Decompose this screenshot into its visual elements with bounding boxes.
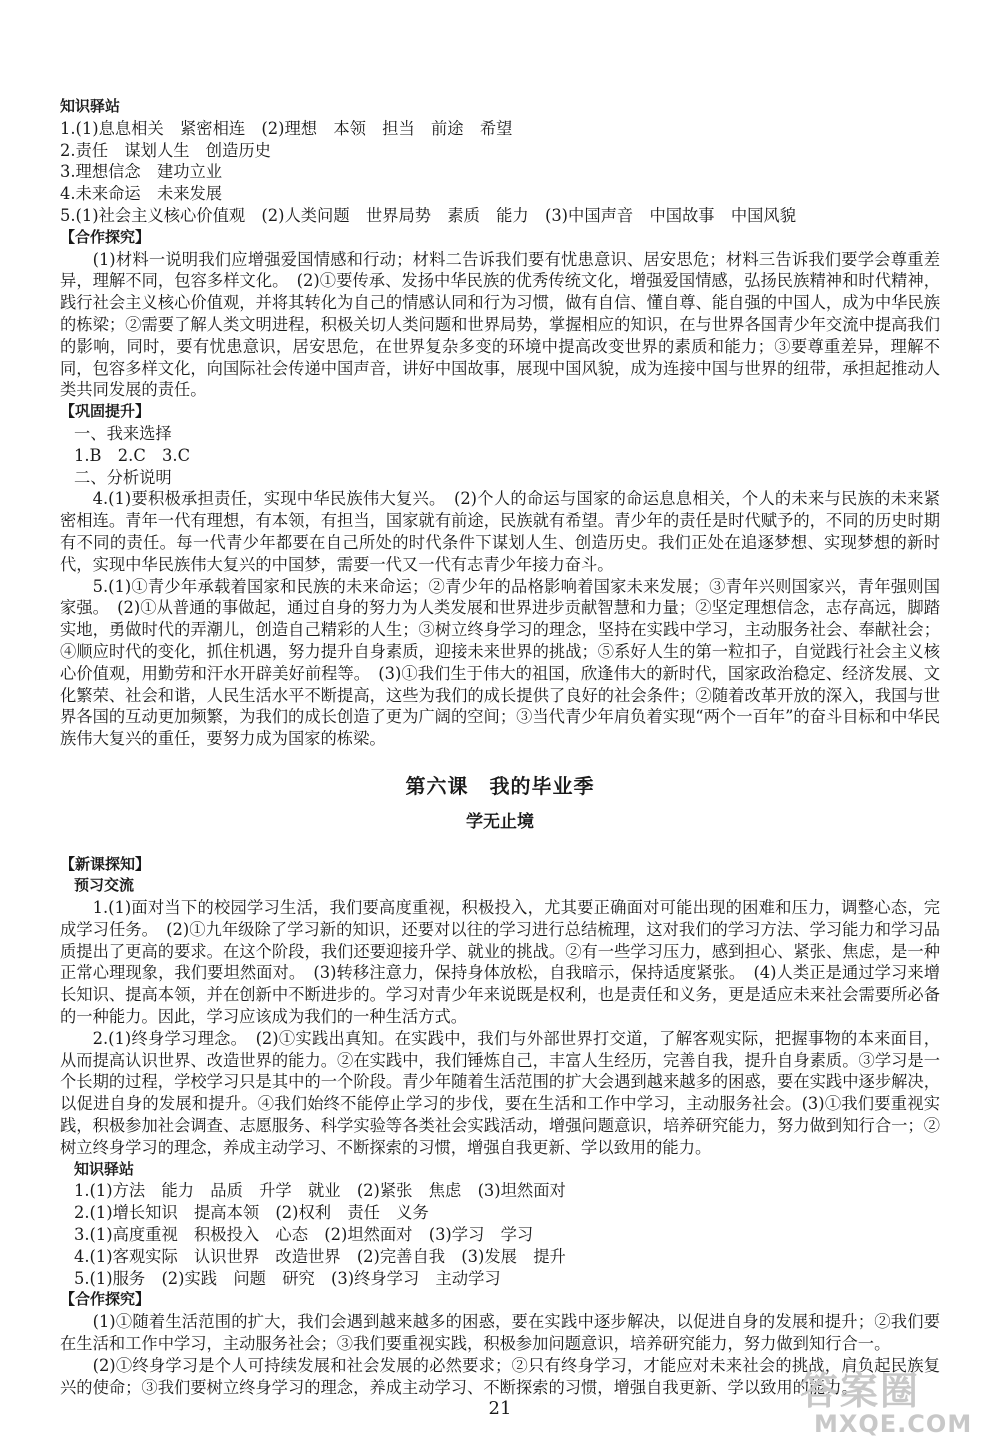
gonggu-heading: 【巩固提升】 <box>60 402 151 421</box>
choose-heading: 一、我来选择 <box>74 423 172 443</box>
hezuo-paragraph-1: (1)①随着生活范围的扩大，我们会遇到越来越多的困惑，要在实践中逐步解决，以促进自身的发展和提升；②我们要在生活和工作中学习，主动服务社会；③我们要重视实践，积极参加问题意识，培养研究能力，努力做到知行合一。 <box>60 1312 940 1354</box>
watermark-logo-text: 答案圈 <box>800 1369 921 1413</box>
lesson-title: 第六课 我的毕业季 <box>405 773 595 798</box>
zhishi-line: 3.理想信念 建功立业 <box>60 162 223 182</box>
yuxi-heading: 预习交流 <box>74 876 135 895</box>
watermark-domain: MXQE.COM <box>814 1410 973 1438</box>
zhishi-line: 1.(1)方法 能力 品质 升学 就业 (2)紧张 焦虑 (3)坦然面对 <box>74 1181 566 1201</box>
zhishi-line: 4.未来命运 未来发展 <box>60 184 223 204</box>
question-4-answer: 4.(1)要积极承担责任，实现中华民族伟大复兴。 (2)个人的命运与国家的命运息息相关，个人的未来与民族的未来紧密相连。青年一代有理想，有本领，有担当，国家就有前途，民族就有希望。青少年的责任是时代赋予的，不同的历史时期有不同的责任。每一代青少年都要在自己所处的时代条件下谋划人生、创造历史。我们正处在追逐梦想、实现梦想的新时代，实现中华民族伟大复兴的中国梦，需要一代又一代有志青少年接力奋斗。 <box>60 489 940 574</box>
zhishi-line: 5.(1)服务 (2)实践 问题 研究 (3)终身学习 主动学习 <box>74 1268 501 1288</box>
zhishi-line: 5.(1)社会主义核心价值观 (2)人类问题 世界局势 素质 能力 (3)中国声音 中国故事 中国风貌 <box>60 205 796 225</box>
hezuo-heading-1: 【合作探究】 <box>60 227 151 246</box>
lesson-subtitle: 学无止境 <box>466 811 534 832</box>
page-content <box>60 96 940 1398</box>
zhishi-line: 2.责任 谋划人生 创造历史 <box>60 140 271 160</box>
analysis-heading: 二、分析说明 <box>74 467 172 487</box>
hezuo-heading-2: 【合作探究】 <box>60 1290 151 1309</box>
yuxi-paragraph-1: 1.(1)面对当下的校园学习生活，我们要高度重视，积极投入，尤其要正确面对可能出现的困难和压力，调整心态，完成学习任务。 (2)①九年级除了学习新的知识，还要对以往的学习进行总结梳理，这对我们的学习方法、学习能力和学习品质提出了更高的要求。在这个阶段，我们还要迎接升学、就业的挑战。②有一些学习压力，感到担心、紧张、焦虑，是一种正常心理现象，我们要坦然面对。 (3)转移注意力，保持身体放松，自我暗示，保持适度紧张。 (4)人类正是通过学习来增长知识、提高本领，并在创新中不断进步的。学习对青少年来说既是权利，也是责任和义务，更是适应未来社会需要所必备的一种能力。因此，学习应该成为我们的一种生活方式。 <box>60 898 940 1027</box>
choose-answers: 1.B 2.C 3.C <box>74 445 191 465</box>
zhishi-line: 4.(1)客观实际 认识世界 改造世界 (2)完善自我 (3)发展 提升 <box>74 1246 566 1266</box>
site-watermark <box>800 1370 980 1440</box>
question-5-answer: 5.(1)①青少年承载着国家和民族的未来命运；②青少年的品格影响着国家未来发展；③青年兴则国家兴，青年强则国家强。 (2)①从普通的事做起，通过自身的努力为人类发展和世界进步贡献智慧和力量；②坚定理想信念，志存高远，脚踏实地，勇做时代的弄潮儿，创造自己精彩的人生；③树立终身学习的理念，坚持在实践中学习，主动服务社会、奉献社会；④顺应时代的变化，抓住机遇，努力提升自身素质，迎接未来世界的挑战；⑤系好人生的第一粒扣子，自觉践行社会主义核心价值观，用勤劳和汗水开辟美好前程等。 (3)①我们生于伟大的祖国，欣逢伟大的新时代，国家政治稳定、经济发展、文化繁荣、社会和谐，人民生活水平不断提高，这些为我们的成长提供了良好的社会条件；②随着改革开放的深入，我国与世界各国的互动更加频繁，为我们的成长创造了更为广阔的空间；③当代青少年肩负着实现“两个一百年”的奋斗目标和中华民族伟大复兴的重任，要努力成为国家的栋梁。 <box>60 576 940 749</box>
hezuo-paragraph: (1)材料一说明我们应增强爱国情感和行动；材料二告诉我们要有忧患意识、居安思危；材料三告诉我们要学会尊重差异，理解不同，包容多样文化。 (2)①要传承、发扬中华民族的优秀传统文化，增强爱国情感，弘扬民族精神和时代精神，践行社会主义核心价值观，并将其转化为自己的情感认同和行为习惯，做有自信、懂自尊、能自强的中国人，成为中华民族的栋梁；②需要了解人类文明进程，积极关切人类问题和世界局势，掌握相应的知识，在与世界各国青少年交流中提高我们的影响，同时，要有忧患意识，居安思危，在世界复杂多变的环境中提高改变世界的素质和能力；③要尊重差异，理解不同，包容多样文化，向国际社会传递中国声音，讲好中国故事，展现中国风貌，成为连接中国与世界的纽带，承担起推动人类共同发展的责任。 <box>60 249 940 400</box>
zhishi-line: 3.(1)高度重视 积极投入 心态 (2)坦然面对 (3)学习 学习 <box>74 1225 534 1245</box>
zhishi-line: 1.(1)息息相关 紧密相连 (2)理想 本领 担当 前途 希望 <box>60 118 513 138</box>
zhishi-heading-2: 知识驿站 <box>74 1159 135 1178</box>
yuxi-paragraph-2: 2.(1)终身学习理念。 (2)①实践出真知。在实践中，我们与外部世界打交道，了解客观实际，把握事物的本来面目，从而提高认识世界、改造世界的能力。②在实践中，我们锤炼自己，丰富人生经历，完善自我，提升自身素质。③学习是一个长期的过程，学校学习只是其中的一个阶段。青少年随着生活范围的扩大会遇到越来越多的困惑，要在实践中逐步解决，以促进自身的发展和提升。④我们始终不能停止学习的步伐，要在生活和工作中学习，主动服务社会。(3)①我们要重视实践，积极参加社会调查、志愿服务、科学实验等各类社会实践活动，增强问题意识，培养研究能力，努力做到知行合一；②树立终身学习的理念，养成主动学习、不断探索的习惯，增强自我更新、学以致用的能力。 <box>60 1028 940 1157</box>
hezuo-paragraph-2: (2)①终身学习是个人可持续发展和社会发展的必然要求；②只有终身学习，才能应对未来社会的挑战，肩负起民族复兴的使命；③我们要树立终身学习的理念，养成主动学习、不断探索的习惯，增强自我更新、学以致用的能力。 <box>60 1355 940 1397</box>
page-number: 21 <box>488 1398 512 1419</box>
zhishi-heading-1: 知识驿站 <box>60 97 121 115</box>
xinke-heading: 【新课探知】 <box>60 854 151 873</box>
zhishi-line: 2.(1)增长知识 提高本领 (2)权利 责任 义务 <box>74 1203 429 1223</box>
